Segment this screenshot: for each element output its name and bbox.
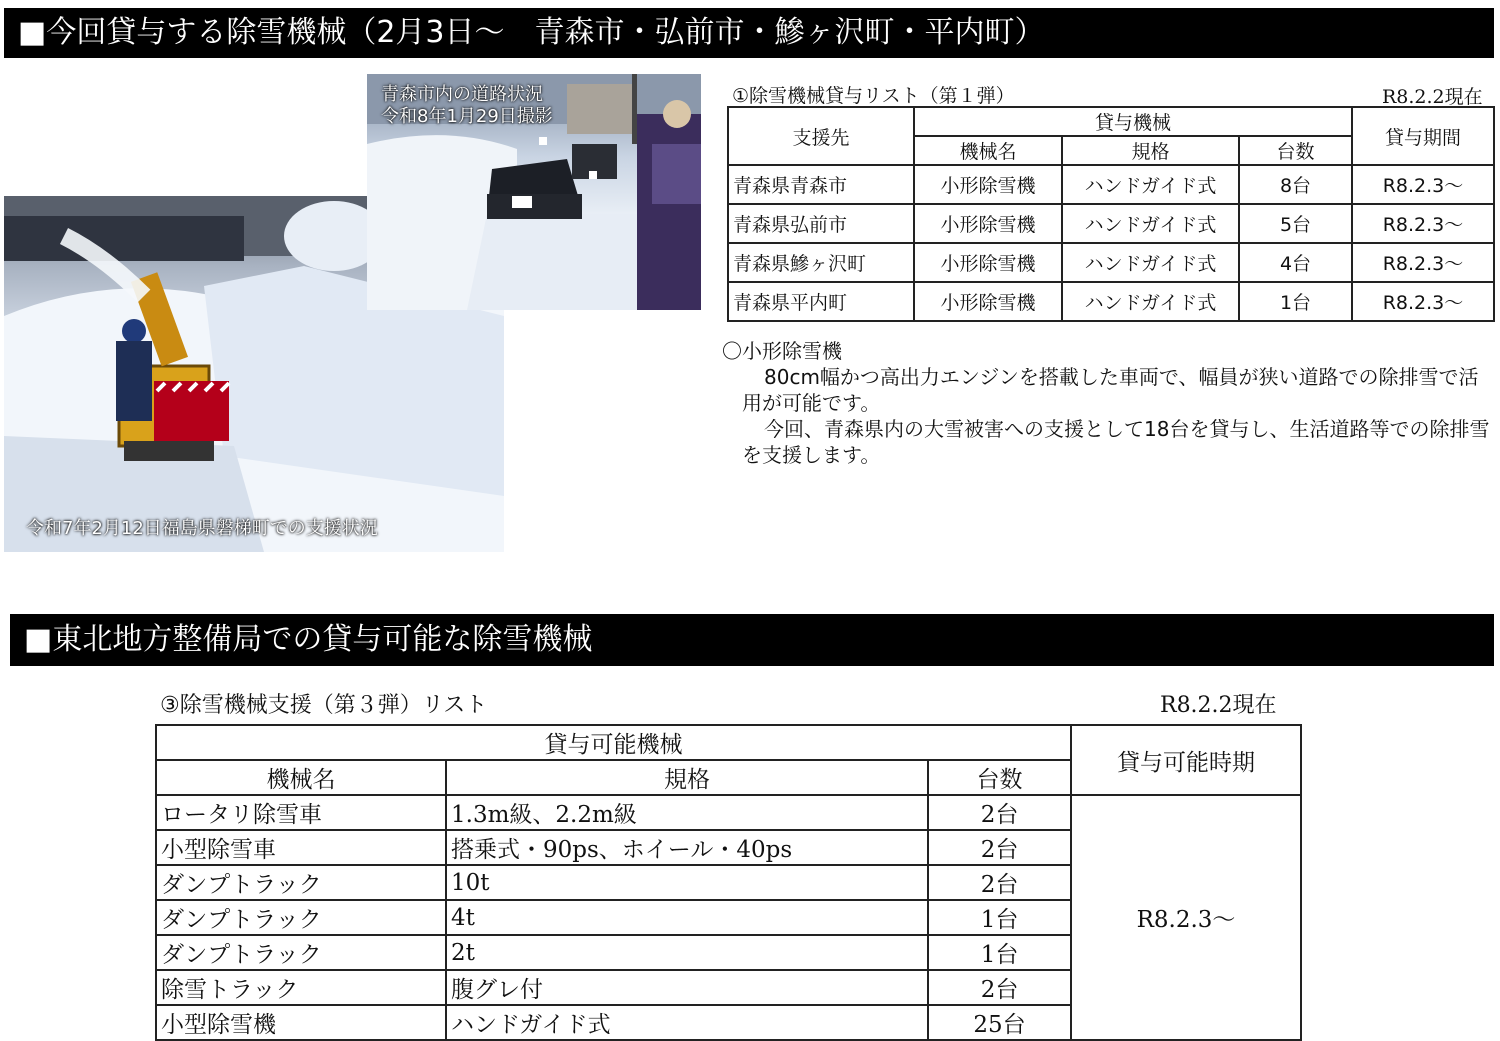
- cell-spec: ハンドガイド式: [1062, 204, 1239, 243]
- loan-list-table: [727, 106, 1495, 322]
- cell-name: ロータリ除雪車: [156, 795, 446, 830]
- list1-asof: R8.2.2現在: [1382, 86, 1483, 108]
- cell-count: 1台: [1239, 282, 1352, 321]
- header-period: 貸与期間: [1352, 107, 1494, 165]
- photo-caption-left: 令和7年2月12日福島県磐梯町での支援状況: [26, 518, 378, 539]
- photo-caption-top-1: 青森市内の道路状況: [381, 84, 543, 105]
- note-paragraph-2: 今回、青森県内の大雪被害への支援として18台を貸与し、生活道路等での除排雪を支援します。: [742, 417, 1490, 467]
- cell-name: 小型除雪機: [156, 1005, 446, 1040]
- note-paragraph-1: 80cm幅かつ高出力エンジンを搭載した車両で、幅員が狭い道路での除排雪で活用が可能です。: [742, 365, 1479, 415]
- cell-count: 4台: [1239, 243, 1352, 282]
- cell-period: R8.2.3～: [1352, 282, 1494, 321]
- header-spec: 規格: [446, 760, 928, 795]
- table-row: [728, 165, 1494, 204]
- cell-name: ダンプトラック: [156, 865, 446, 900]
- cell-spec: 1.3m級、2.2m級: [446, 795, 928, 830]
- header-count: 台数: [1239, 136, 1352, 165]
- cell-support: 青森県弘前市: [728, 204, 914, 243]
- cell-name: 小形除雪機: [914, 243, 1062, 282]
- cell-spec: 4t: [446, 900, 928, 935]
- cell-count: 25台: [928, 1005, 1071, 1040]
- cell-support: 青森県青森市: [728, 165, 914, 204]
- table-row: [156, 795, 1301, 830]
- header-support: 支援先: [728, 107, 914, 165]
- cell-count: 1台: [928, 935, 1071, 970]
- header-period: 貸与可能時期: [1071, 725, 1301, 795]
- cell-period: R8.2.3～: [1352, 165, 1494, 204]
- photo-aomori-road: [367, 74, 701, 310]
- cell-spec: ハンドガイド式: [446, 1005, 928, 1040]
- cell-support: 青森県鰺ヶ沢町: [728, 243, 914, 282]
- cell-count: 2台: [928, 970, 1071, 1005]
- note-small-snowblower: [722, 338, 1497, 468]
- cell-name: 除雪トラック: [156, 970, 446, 1005]
- table-row: [728, 243, 1494, 282]
- cell-spec: ハンドガイド式: [1062, 243, 1239, 282]
- header-count: 台数: [928, 760, 1071, 795]
- cell-spec: ハンドガイド式: [1062, 165, 1239, 204]
- photo-caption-top-2: 令和8年1月29日撮影: [381, 106, 553, 127]
- header-name: 機械名: [914, 136, 1062, 165]
- section-banner-loaned-machines: ■今回貸与する除雪機械（2月3日～ 青森市・弘前市・鰺ヶ沢町・平内町）: [4, 8, 1494, 58]
- table-row: [728, 204, 1494, 243]
- list1-title: ①除雪機械貸与リスト（第１弾）: [732, 85, 1015, 107]
- note-heading: 〇小形除雪機: [722, 339, 842, 363]
- cell-count: 8台: [1239, 165, 1352, 204]
- cell-spec: 2t: [446, 935, 928, 970]
- cell-name: 小型除雪車: [156, 830, 446, 865]
- header-name: 機械名: [156, 760, 446, 795]
- cell-name: 小形除雪機: [914, 282, 1062, 321]
- cell-spec: 腹グレ付: [446, 970, 928, 1005]
- header-spec: 規格: [1062, 136, 1239, 165]
- cell-count: 2台: [928, 795, 1071, 830]
- cell-period: R8.2.3～: [1071, 795, 1301, 1040]
- available-machines-table: [155, 724, 1302, 1041]
- cell-support: 青森県平内町: [728, 282, 914, 321]
- cell-name: ダンプトラック: [156, 935, 446, 970]
- table-row: [728, 282, 1494, 321]
- cell-spec: 10t: [446, 865, 928, 900]
- cell-spec: ハンドガイド式: [1062, 282, 1239, 321]
- cell-name: 小形除雪機: [914, 165, 1062, 204]
- cell-count: 2台: [928, 830, 1071, 865]
- cell-count: 1台: [928, 900, 1071, 935]
- cell-period: R8.2.3～: [1352, 243, 1494, 282]
- section-banner-available-machines: ■東北地方整備局での貸与可能な除雪機械: [10, 614, 1494, 666]
- cell-count: 5台: [1239, 204, 1352, 243]
- list3-title: ③除雪機械支援（第３弾）リスト: [160, 693, 488, 718]
- cell-name: ダンプトラック: [156, 900, 446, 935]
- header-machines: 貸与機械: [914, 107, 1352, 136]
- header-available: 貸与可能機械: [156, 725, 1071, 760]
- cell-count: 2台: [928, 865, 1071, 900]
- cell-spec: 搭乗式・90ps、ホイール・40ps: [446, 830, 928, 865]
- list3-asof: R8.2.2現在: [1160, 693, 1277, 718]
- cell-period: R8.2.3～: [1352, 204, 1494, 243]
- cell-name: 小形除雪機: [914, 204, 1062, 243]
